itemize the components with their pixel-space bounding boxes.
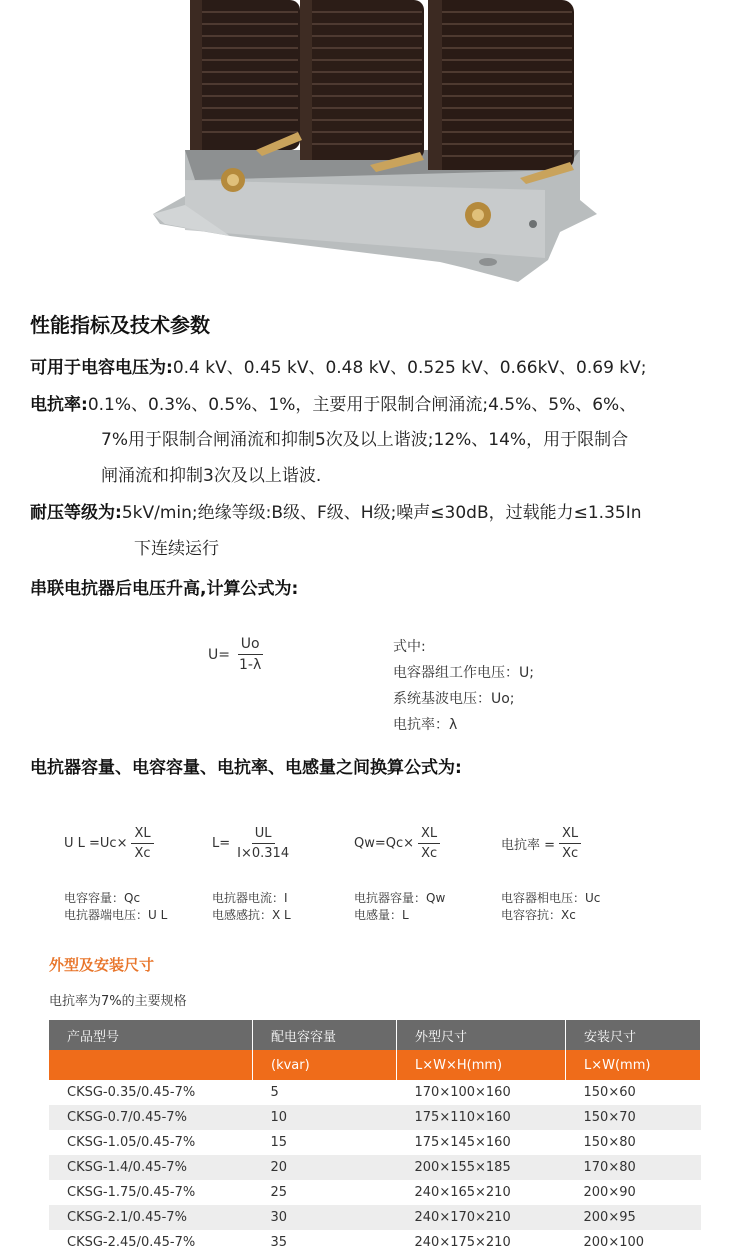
cell-capacity: 35 [270, 1235, 288, 1250]
formula1-expression [208, 636, 264, 673]
formula1-legend-1: 电容器组工作电压：U; [393, 665, 534, 681]
note-reactor-voltage: 电抗器端电压：U L [64, 908, 168, 922]
formula2-notes-2 [212, 890, 291, 924]
cell-outline: 175×110×160 [397, 1105, 566, 1130]
formula2-expr-1-den: Xc [134, 846, 151, 861]
voltage-label: 可用于电容电压为: [30, 358, 173, 378]
formula2-expr-3-num: XL [418, 826, 440, 844]
note-reactor-capacity: 电抗器容量：Qw [354, 891, 446, 905]
specs-heading: 性能指标及技术参数 [30, 313, 210, 337]
table-row [49, 1155, 701, 1180]
table-row [49, 1180, 701, 1205]
cell-model: CKSG-2.1/0.45-7% [49, 1205, 253, 1230]
cell-install: 200×100 [583, 1235, 645, 1250]
note-inductance: 电感量：L [354, 908, 409, 922]
cell-capacity: 30 [253, 1205, 397, 1230]
table-row [49, 1205, 701, 1230]
table-units-row [49, 1050, 701, 1080]
withstand-text-1: 5kV/min;绝缘等级:B级、F级、H级;噪声≤30dB，过载能力≤1.35In [121, 503, 642, 523]
formula1-legend [393, 634, 534, 738]
note-reactor-current: 电抗器电流：I [212, 891, 288, 905]
cell-outline: 240×175×210 [414, 1235, 511, 1250]
cell-capacity: 10 [253, 1105, 397, 1130]
formula1-fraction [236, 636, 264, 673]
formula1-denominator: 1-λ [238, 657, 262, 673]
cell-capacity: 15 [270, 1135, 288, 1150]
reactance-text-1: 0.1%、0.3%、0.5%、1%，主要用于限制合闸涌流;4.5%、5%、6%、 [87, 395, 637, 415]
formula1-legend-title: 式中: [393, 639, 426, 655]
reactance-text-2: 7%用于限制合闸涌流和抑制5次及以上谐波;12%、14%，用于限制合 [101, 430, 629, 450]
col-install: 安装尺寸 [566, 1020, 701, 1050]
cell-outline: 170×100×160 [414, 1085, 511, 1100]
formula1-lhs: U= [208, 646, 230, 663]
note-capacitive-reactance: 电容容抗：Xc [501, 908, 576, 922]
cell-capacity: 5 [270, 1085, 279, 1100]
formula2-expr-1-lhs: U L =Uc× [64, 836, 128, 851]
formula2-expr-1 [64, 826, 154, 861]
cell-outline: 240×165×210 [414, 1185, 511, 1200]
formula2-notes-4 [501, 890, 600, 924]
cell-model: CKSG-1.05/0.45-7% [67, 1135, 196, 1150]
table-row [49, 1105, 701, 1130]
formula2-expr-2 [212, 826, 292, 861]
formula2-expr-4-lhs: 电抗率 = [501, 838, 556, 853]
cell-capacity: 25 [270, 1185, 288, 1200]
product-photo-reactor [0, 0, 750, 290]
reactance-label: 电抗率: [30, 395, 88, 415]
dimensions-subtitle: 电抗率为7%的主要规格 [49, 994, 187, 1009]
cell-install: 150×70 [566, 1105, 701, 1130]
withstand-label: 耐压等级为: [30, 503, 122, 523]
col-outline: 外型尺寸 [397, 1020, 566, 1050]
withstand-line-1 [30, 496, 750, 530]
formula2-expr-1-num: XL [131, 826, 153, 844]
note-inductive-reactance: 电感感抗：X L [212, 908, 291, 922]
table-header-row [49, 1020, 701, 1050]
formula1-numerator: Uo [238, 636, 263, 655]
unit-outline: L×W×H(mm) [397, 1050, 566, 1080]
formula2-expr-3-den: Xc [421, 846, 438, 861]
formula2-expr-4-den: Xc [562, 846, 579, 861]
cell-install: 200×90 [583, 1185, 636, 1200]
cell-outline: 175×145×160 [414, 1135, 511, 1150]
cell-install: 170×80 [566, 1155, 701, 1180]
cell-model: CKSG-1.4/0.45-7% [49, 1155, 253, 1180]
formula2-expr-3 [354, 826, 440, 861]
reactance-line-1 [30, 388, 740, 422]
cell-install: 200×95 [566, 1205, 701, 1230]
unit-model [49, 1050, 253, 1080]
table-row [49, 1130, 701, 1155]
dimensions-table [49, 1020, 701, 1255]
formula2-notes-1 [64, 890, 167, 924]
reactance-text-3: 闸涌流和抑制3次及以上谐波. [101, 466, 322, 486]
cell-model: CKSG-0.7/0.45-7% [49, 1105, 253, 1130]
formula2-expr-4-num: XL [559, 826, 581, 844]
formula2-expr-2-num: UL [252, 826, 275, 844]
note-capacitor-capacity: 电容容量：Qc [64, 891, 141, 905]
cell-outline: 240×170×210 [397, 1205, 566, 1230]
formula2-expr-2-den: I×0.314 [237, 846, 290, 861]
withstand-text-2: 下连续运行 [134, 539, 219, 559]
formula1-legend-3: 电抗率：λ [393, 717, 458, 733]
col-capacity: 配电容容量 [253, 1020, 397, 1050]
note-capacitor-phase-voltage: 电容器相电压：Uc [501, 891, 601, 905]
formula2-expr-3-lhs: Qw=Qc× [354, 836, 415, 851]
voltage-line [30, 351, 730, 385]
formula2-notes-3 [354, 890, 445, 924]
table-row [49, 1230, 701, 1255]
cell-model: CKSG-0.35/0.45-7% [67, 1085, 196, 1100]
unit-install: L×W(mm) [566, 1050, 701, 1080]
formula2-expr-2-lhs: L= [212, 836, 231, 851]
col-model: 产品型号 [49, 1020, 253, 1050]
cell-capacity: 20 [253, 1155, 397, 1180]
cell-outline: 200×155×185 [397, 1155, 566, 1180]
formula2-expr-4 [501, 826, 581, 861]
formula2-heading: 电抗器容量、电容容量、电抗率、电感量之间换算公式为: [30, 758, 462, 778]
formula1-legend-2: 系统基波电压：Uo; [393, 691, 515, 707]
voltage-value: 0.4 kV、0.45 kV、0.48 kV、0.525 kV、0.66kV、0.69 kV; [172, 358, 647, 378]
formula1-heading: 串联电抗器后电压升高,计算公式为: [30, 579, 299, 599]
cell-model: CKSG-1.75/0.45-7% [67, 1185, 196, 1200]
cell-model: CKSG-2.45/0.45-7% [67, 1235, 196, 1250]
table-row [49, 1080, 701, 1105]
cell-install: 150×80 [583, 1135, 636, 1150]
unit-capacity: (kvar) [253, 1050, 397, 1080]
dimensions-title: 外型及安装尺寸 [49, 956, 155, 974]
cell-install: 150×60 [583, 1085, 636, 1100]
